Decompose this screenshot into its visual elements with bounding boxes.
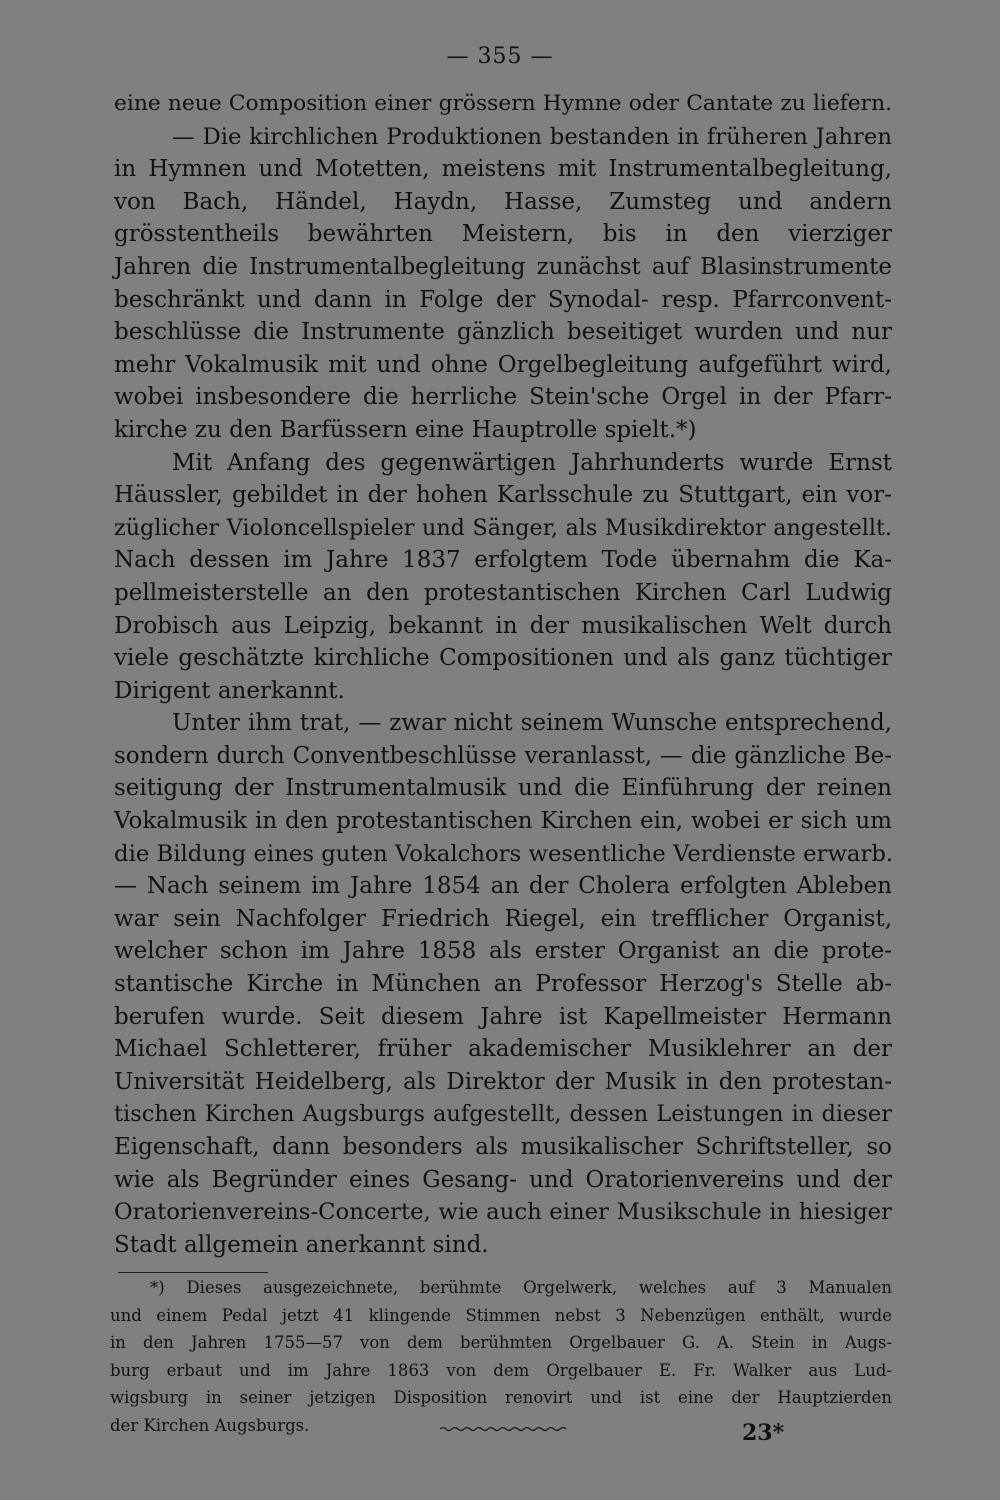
text-line: Eigenschaft, dann besonders als musikalischer Schriftsteller, so <box>114 1134 892 1160</box>
footnote-line: *) Dieses ausgezeichnete, berühmte Orgelwerk, welches auf 3 Manualen <box>150 1278 892 1297</box>
text-line: Drobisch aus Leipzig, bekannt in der musikalischen Welt durch <box>114 612 892 639</box>
text-line: Stadt allgemein anerkannt sind. <box>114 1231 489 1258</box>
text-line: wie als Begründer eines Gesang- und Oratorienvereins und der <box>114 1166 892 1193</box>
text-line: Mit Anfang des gegenwärtigen Jahrhunderts wurde Ernst <box>172 449 892 476</box>
text-line: Unter ihm trat, — zwar nicht seinem Wunsche entsprechend, <box>172 710 892 737</box>
footnote-line: burg erbaut und im Jahre 1863 von dem Orgelbauer E. Fr. Walker aus Lud- <box>110 1360 892 1380</box>
footnote-divider <box>118 1272 268 1273</box>
footnote-line: der Kirchen Augsburgs. <box>110 1415 310 1435</box>
body-text <box>114 88 892 1261</box>
text-line: von Bach, Händel, Haydn, Hasse, Zumsteg und andern <box>114 188 892 215</box>
footnote-line: wigsburg in seiner jetzigen Disposition renovirt und ist eine der Hauptzierden <box>110 1388 892 1407</box>
text-line: mehr Vokalmusik mit und ohne Orgelbegleitung aufgeführt wird, <box>114 351 892 378</box>
text-line: Jahren die Instrumentalbegleitung zunächst auf Blasinstrumente <box>114 253 892 280</box>
text-line: war sein Nachfolger Friedrich Riegel, ein trefflicher Organist, <box>114 905 892 932</box>
text-line: sondern durch Conventbeschlüsse veranlasst, — die gänzliche Be- <box>114 742 892 769</box>
text-line: eine neue Composition einer grössern Hymne oder Cantate zu liefern. <box>114 91 892 116</box>
text-line: beschlüsse die Instrumente gänzlich beseitiget wurden und nur <box>114 319 892 346</box>
text-line: seitigung der Instrumentalmusik und die Einführung der reinen <box>114 775 892 802</box>
wavy-rule-ornament <box>440 1424 570 1434</box>
text-line: in Hymnen und Motetten, meistens mit Instrumentalbegleitung, <box>114 156 892 183</box>
text-line: beschränkt und dann in Folge der Synodal- resp. Pfarrconvent- <box>114 286 892 313</box>
page-number: — 355 — <box>446 44 554 69</box>
text-line: tischen Kirchen Augsburgs aufgestellt, dessen Leistungen in dieser <box>114 1101 892 1128</box>
text-line: Häussler, gebildet in der hohen Karlsschule zu Stuttgart, ein vor- <box>114 482 892 509</box>
text-line: stantische Kirche in München an Professor Herzog's Stelle ab- <box>114 971 892 998</box>
text-line: wobei insbesondere die herrliche Stein'sche Orgel in der Pfarr- <box>114 384 892 411</box>
text-line: welcher schon im Jahre 1858 als erster Organist an die prote- <box>114 938 892 965</box>
text-line: viele geschätzte kirchliche Compositionen und als ganz tüchtiger <box>114 645 892 672</box>
footnote-line: und einem Pedal jetzt 41 klingende Stimmen nebst 3 Nebenzügen enthält, wurde <box>110 1305 892 1325</box>
text-line: grösstentheils bewährten Meistern, bis in den vierziger <box>114 221 892 248</box>
text-line: Nach dessen im Jahre 1837 erfolgtem Tode übernahm die Ka- <box>114 547 892 574</box>
text-line: berufen wurde. Seit diesem Jahre ist Kapellmeister Hermann <box>114 1003 892 1030</box>
text-line: Universität Heidelberg, als Direktor der Musik in den protestan- <box>114 1068 892 1095</box>
footnote-line: in den Jahren 1755—57 von dem berühmten Orgelbauer G. A. Stein in Augs- <box>110 1333 892 1352</box>
text-line: kirche zu den Barfüssern eine Hauptrolle spielt.*) <box>114 416 697 443</box>
text-line: — Die kirchlichen Produktionen bestanden in früheren Jahren <box>172 123 892 150</box>
text-line: Vokalmusik in den protestantischen Kirchen ein, wobei er sich um <box>114 808 892 835</box>
text-line: Dirigent anerkannt. <box>114 677 345 704</box>
text-line: — Nach seinem im Jahre 1854 an der Cholera erfolgten Ableben <box>114 873 892 900</box>
text-line: züglicher Violoncellspieler und Sänger, als Musikdirektor angestellt. <box>114 514 892 541</box>
text-line: pellmeisterstelle an den protestantischen Kirchen Carl Ludwig <box>114 579 892 606</box>
footnote <box>110 1274 892 1439</box>
text-line: Oratorienvereins-Concerte, wie auch einer Musikschule in hiesiger <box>114 1199 892 1226</box>
printer-signature-mark: 23* <box>742 1420 785 1446</box>
text-line: Michael Schletterer, früher akademischer Musiklehrer an der <box>114 1036 892 1063</box>
text-line: die Bildung eines guten Vokalchors wesentliche Verdienste erwarb. <box>114 840 894 867</box>
